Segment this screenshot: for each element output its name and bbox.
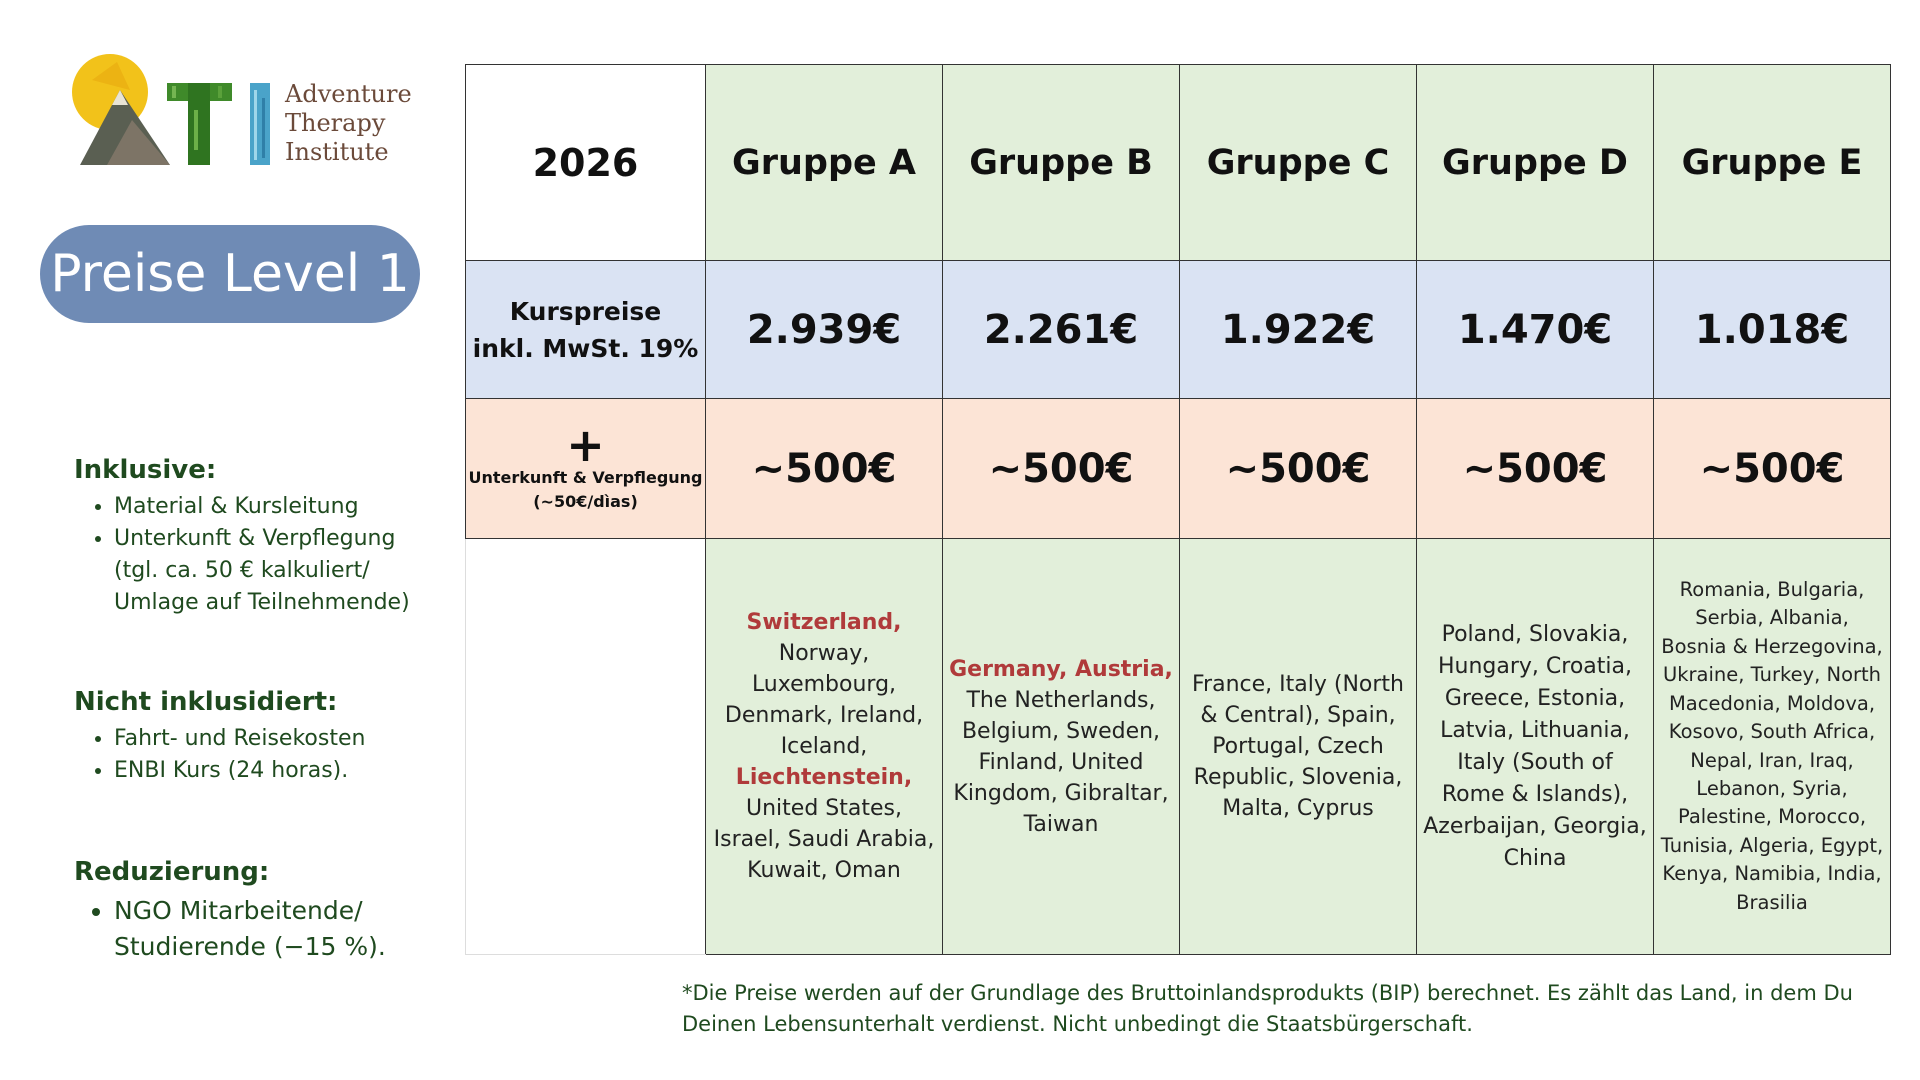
included-list — [74, 491, 410, 619]
countries-cell-e: Romania, Bulgaria, Serbia, Albania, Bosnia & Herzegovina, Ukraine, Turkey, North Macedonia, Moldova, Kosovo, South Africa, Nepal, Iran, Iraq, Lebanon, Syria, Palestine, Morocco, Tunisia, Algeria, Egypt, Kenya, Namibia, India, Brasilia — [1654, 539, 1891, 955]
group-header-d: Gruppe D — [1417, 65, 1654, 261]
group-header-c: Gruppe C — [1180, 65, 1417, 261]
course-price-label: Kurspreise inkl. MwSt. 19% — [466, 261, 706, 399]
group-header-a: Gruppe A — [706, 65, 943, 261]
reduction-item: • NGO Mitarbeitende/ Studierende (−15 %). — [114, 893, 386, 965]
countries-cell-d: Poland, Slovakia, Hungary, Croatia, Greece, Estonia, Latvia, Lithuania, Italy (South of Rome & Islands), Azerbaijan, Georgia, China — [1417, 539, 1654, 955]
accommodation-label-text: Unterkunft & Verpflegung (~50€/dìas) — [468, 467, 703, 511]
reduction-heading: Reduzierung: — [74, 857, 270, 887]
price-cell-c: 1.922€ — [1180, 261, 1417, 399]
year-cell: 2026 — [466, 65, 706, 261]
reduction-section — [74, 857, 386, 965]
highlight-country: Germany, Austria, — [949, 656, 1173, 682]
accommodation-cell-d: ~500€ — [1417, 399, 1654, 539]
accommodation-cell-b: ~500€ — [943, 399, 1180, 539]
logo-text-line1: Adventure — [285, 80, 412, 108]
not-included-list — [74, 723, 365, 787]
accommodation-row — [466, 399, 1891, 539]
countries-cell-a: Switzerland, Norway, Luxembourg, Denmark, Ireland, Iceland, Liechtenstein, United States, Israel, Saudi Arabia, Kuwait, Oman — [706, 539, 943, 955]
plus-icon: + — [566, 417, 605, 472]
reduction-list — [74, 893, 386, 965]
not-included-section — [74, 687, 365, 787]
price-cell-a: 2.939€ — [706, 261, 943, 399]
footnote: *Die Preise werden auf der Grundlage des Bruttoinlandsprodukts (BIP) berechnet. Es zählt das Land, in dem Du Deinen Lebensunterhalt verdienst. Nicht unbedingt die Staatsbürgerschaft. — [682, 981, 1853, 1036]
logo-wordmark — [285, 80, 412, 167]
logo-text-line2: Therapy — [285, 109, 386, 137]
highlight-country: Liechtenstein, — [735, 765, 913, 790]
included-heading: Inklusive: — [74, 455, 217, 485]
course-price-row — [466, 261, 1891, 399]
accommodation-cell-a: ~500€ — [706, 399, 943, 539]
included-item: • Unterkunft & Verpflegung (tgl. ca. 50 € kalkuliert/ Umlage auf Teilnehmende) — [114, 523, 410, 619]
group-header-b: Gruppe B — [943, 65, 1180, 261]
countries-row — [466, 539, 1891, 955]
countries-label-blank — [466, 539, 706, 955]
ati-logo-mark — [72, 50, 272, 168]
accommodation-label — [466, 399, 706, 539]
page-title: Preise Level 1 — [40, 225, 420, 323]
ati-logo — [72, 50, 422, 170]
price-table — [465, 64, 1891, 955]
not-included-heading: Nicht inklusidiert: — [74, 687, 338, 717]
highlight-country: Switzerland, — [746, 610, 902, 635]
not-included-item: • ENBI Kurs (24 horas). — [114, 755, 365, 787]
countries-cell-c: France, Italy (North & Central), Spain, Portugal, Czech Republic, Slovenia, Malta, Cyprus — [1180, 539, 1417, 955]
accommodation-cell-c: ~500€ — [1180, 399, 1417, 539]
accommodation-cell-e: ~500€ — [1654, 399, 1891, 539]
price-cell-e: 1.018€ — [1654, 261, 1891, 399]
logo-text-line3: Institute — [285, 138, 389, 166]
table-header-row — [466, 65, 1891, 261]
group-header-e: Gruppe E — [1654, 65, 1891, 261]
price-cell-d: 1.470€ — [1417, 261, 1654, 399]
not-included-item: • Fahrt- und Reisekosten — [114, 723, 365, 755]
countries-cell-b: Germany, Austria, The Netherlands, Belgium, Sweden, Finland, United Kingdom, Gibraltar, Taiwan — [943, 539, 1180, 955]
included-item: • Material & Kursleitung — [114, 491, 410, 523]
included-section — [74, 455, 410, 619]
price-cell-b: 2.261€ — [943, 261, 1180, 399]
